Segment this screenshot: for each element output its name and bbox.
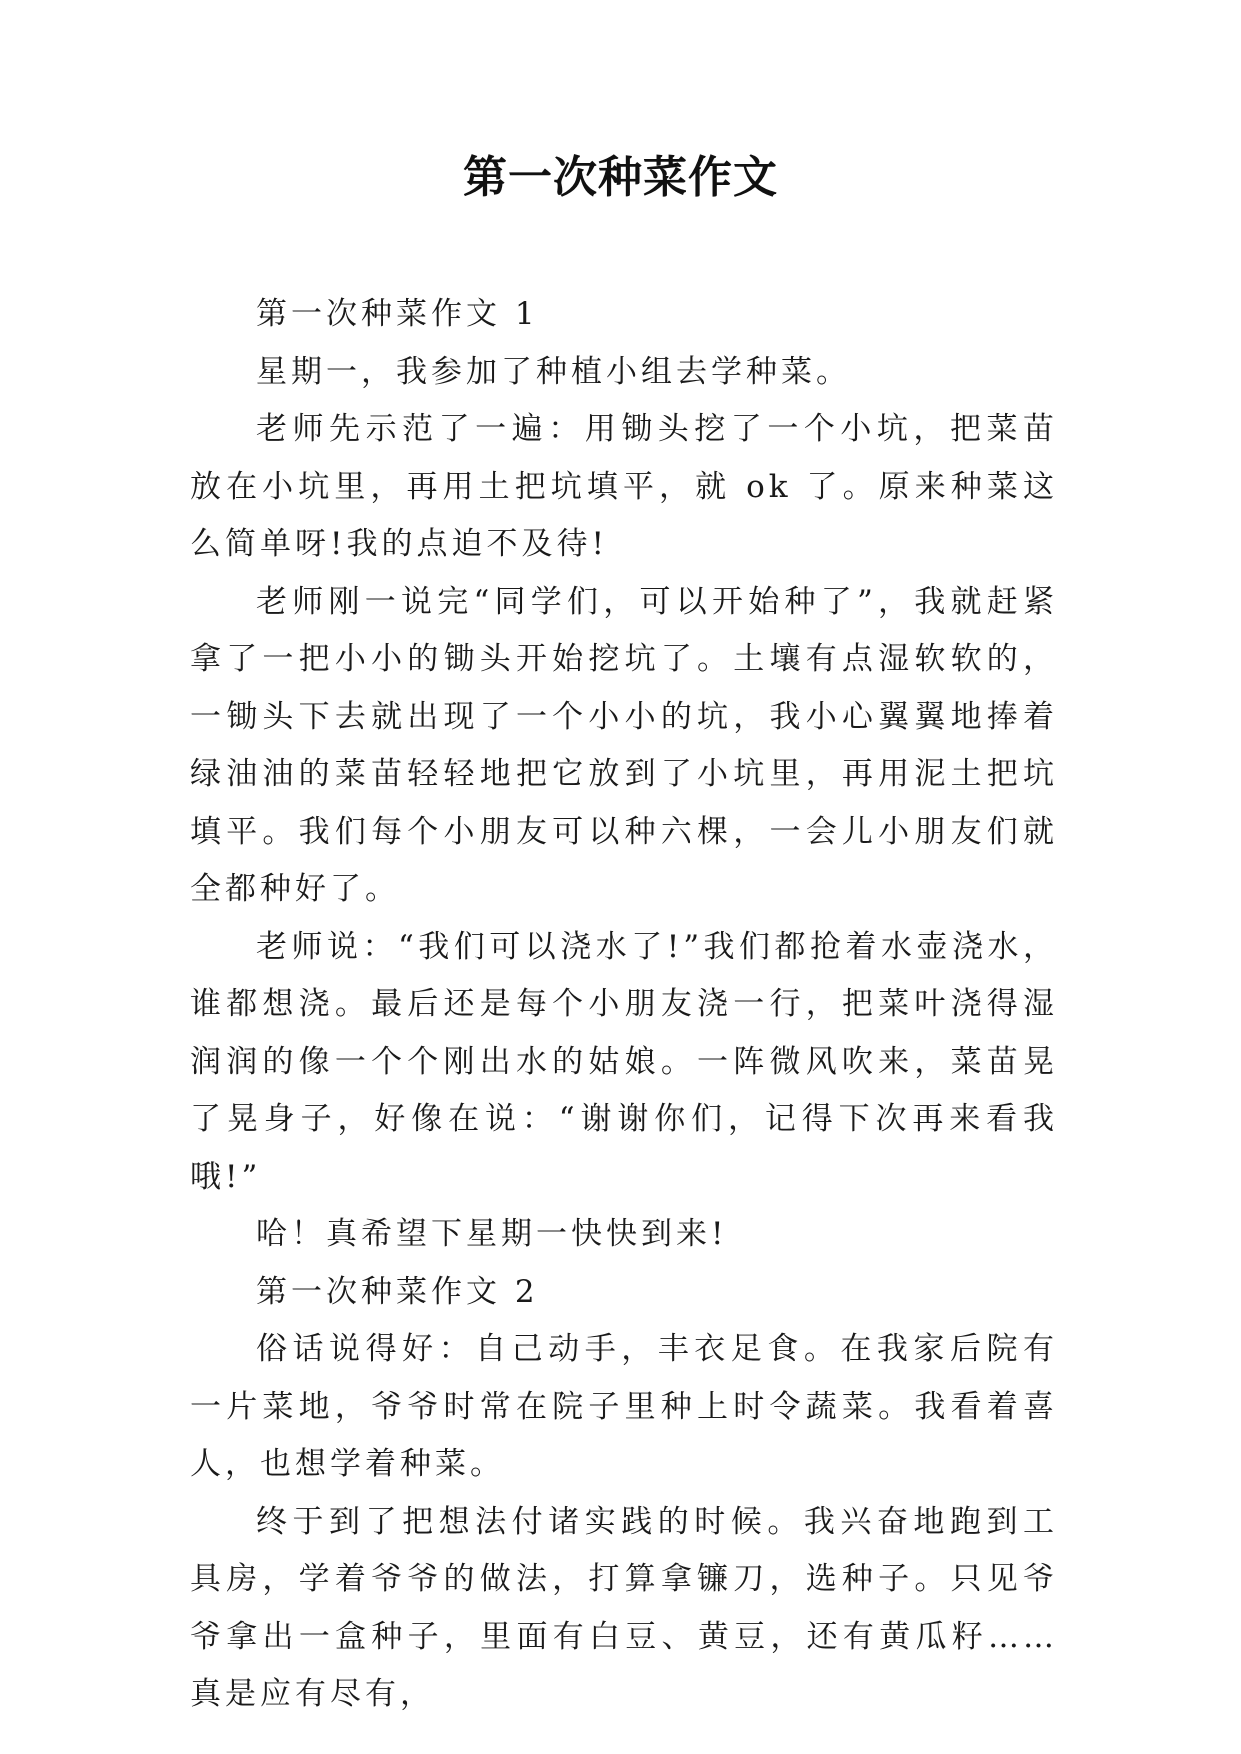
paragraph: 终于到了把想法付诸实践的时候。我兴奋地跑到工具房，学着爷爷的做法，打算拿镰刀，选种子。只见爷爷拿出一盒种子，里面有白豆、黄豆，还有黄瓜籽……真是应有尽有， xyxy=(190,1503,1058,1712)
paragraph: 老师先示范了一遍：用锄头挖了一个小坑，把菜苗放在小坑里，再用土把坑填平，就 ok 了。原来种菜这么简单呀!我的点迫不及待! xyxy=(190,411,1058,562)
section-heading: 第一次种菜作文 2 xyxy=(256,1273,539,1310)
paragraph: 哈！真希望下星期一快快到来! xyxy=(256,1216,728,1252)
paragraph: 老师刚一说完“同学们，可以开始种了”，我就赶紧拿了一把小小的锄头开始挖坑了。土壤有点湿软软的，一锄头下去就出现了一个小小的坑，我小心翼翼地捧着绿油油的菜苗轻轻地把它放到了小坑里，再用泥土把坑填平。我们每个小朋友可以种六棵，一会儿小朋友们就全都种好了。 xyxy=(190,583,1058,907)
paragraph: 老师说：“我们可以浇水了!”我们都抢着水壶浇水，谁都想浇。最后还是每个小朋友浇一行，把菜叶浇得湿润润的像一个个刚出水的姑娘。一阵微风吹来，菜苗晃了晃身子，好像在说：“谢谢你们，记得下次再来看我哦!” xyxy=(190,928,1058,1195)
document-body xyxy=(190,286,1058,1724)
section-heading: 第一次种菜作文 1 xyxy=(256,296,539,332)
paragraph: 俗话说得好：自己动手，丰衣足食。在我家后院有一片菜地，爷爷时常在院子里种上时令蔬菜。我看着喜人，也想学着种菜。 xyxy=(190,1331,1058,1482)
document-title: 第一次种菜作文 xyxy=(463,152,778,203)
paragraph: 星期一，我参加了种植小组去学种菜。 xyxy=(256,353,851,390)
